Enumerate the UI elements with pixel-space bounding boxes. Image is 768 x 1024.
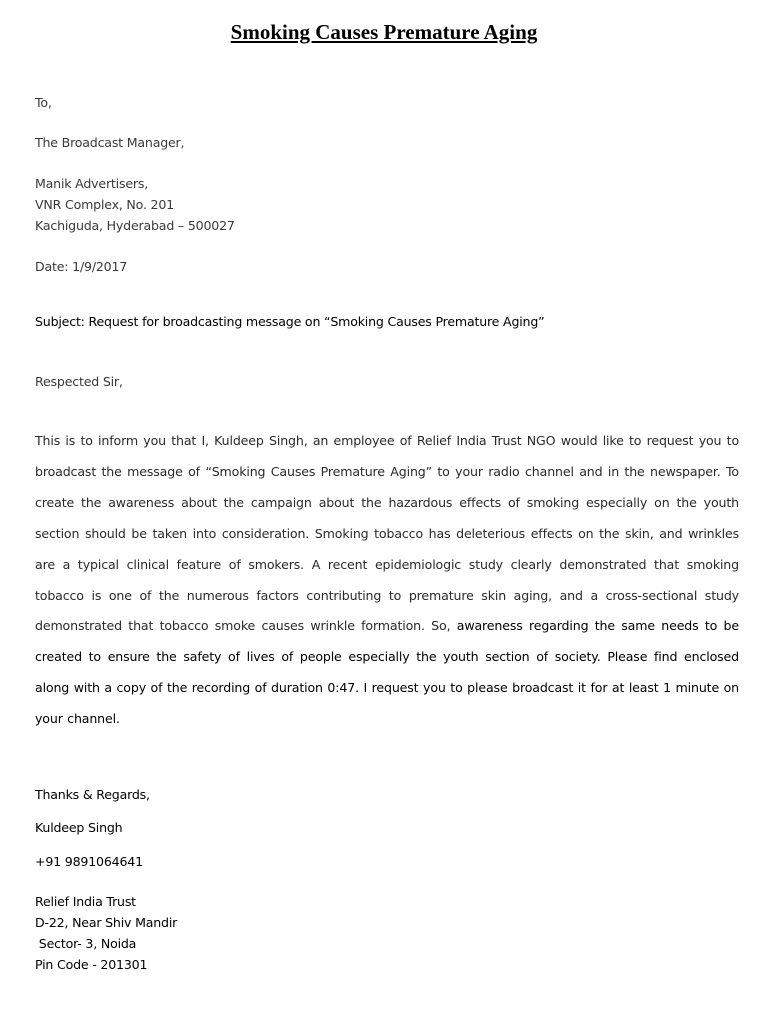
sender-phone: +91 9891064641 <box>35 854 143 869</box>
letter-title: Smoking Causes Premature Aging <box>230 20 538 44</box>
letter-date: Date: 1/9/2017 <box>35 259 128 274</box>
sender-address-line2: Sector- 3, Noida <box>35 936 137 951</box>
sender-organization: Relief India Trust <box>35 894 136 909</box>
recipient-address-line2: Kachiguda, Hyderabad – 500027 <box>35 218 235 233</box>
letter-greeting: Respected Sir, <box>35 374 123 389</box>
salutation-to: To, <box>35 95 52 110</box>
recipient-designation: The Broadcast Manager, <box>35 135 185 150</box>
sender-address-line1: D-22, Near Shiv Mandir <box>35 915 178 930</box>
recipient-address-line1: VNR Complex, No. 201 <box>35 197 174 212</box>
letter-subject: Subject: Request for broadcasting message on “Smoking Causes Premature Aging” <box>35 314 545 329</box>
sender-name: Kuldeep Singh <box>35 820 123 835</box>
body-paragraph-part1: This is to inform you that I, Kuldeep Singh, an employee of Relief India Trust NGO would like to request you to broadcast the message of “Smoking Causes Premature Aging” to your radio channel and in the newspaper. To create the awareness about the campaign about the hazardous effects of smoking especially on the youth section should be taken into consideration. Smoking tobacco has deleterious effects on the skin, and wrinkles are a typical clinical feature of smokers. A recent epidemiologic study clearly demonstrated that smoking tobacco is one of the numerous factors contributing to premature skin aging, and a cross-sectional study demonstrated that tobacco smoke causes wrinkle formation. So, <box>35 433 739 634</box>
recipient-company: Manik Advertisers, <box>35 176 149 191</box>
body-paragraph-part2: awareness regarding the same needs to be created to ensure the safety of lives of people especially the youth section of society. Please find enclosed along with a copy of the recording of duration 0:47. I request you to please broadcast it for at least 1 minute on your channel. <box>35 618 739 727</box>
closing: Thanks & Regards, <box>35 787 150 802</box>
sender-pin: Pin Code - 201301 <box>35 957 148 972</box>
